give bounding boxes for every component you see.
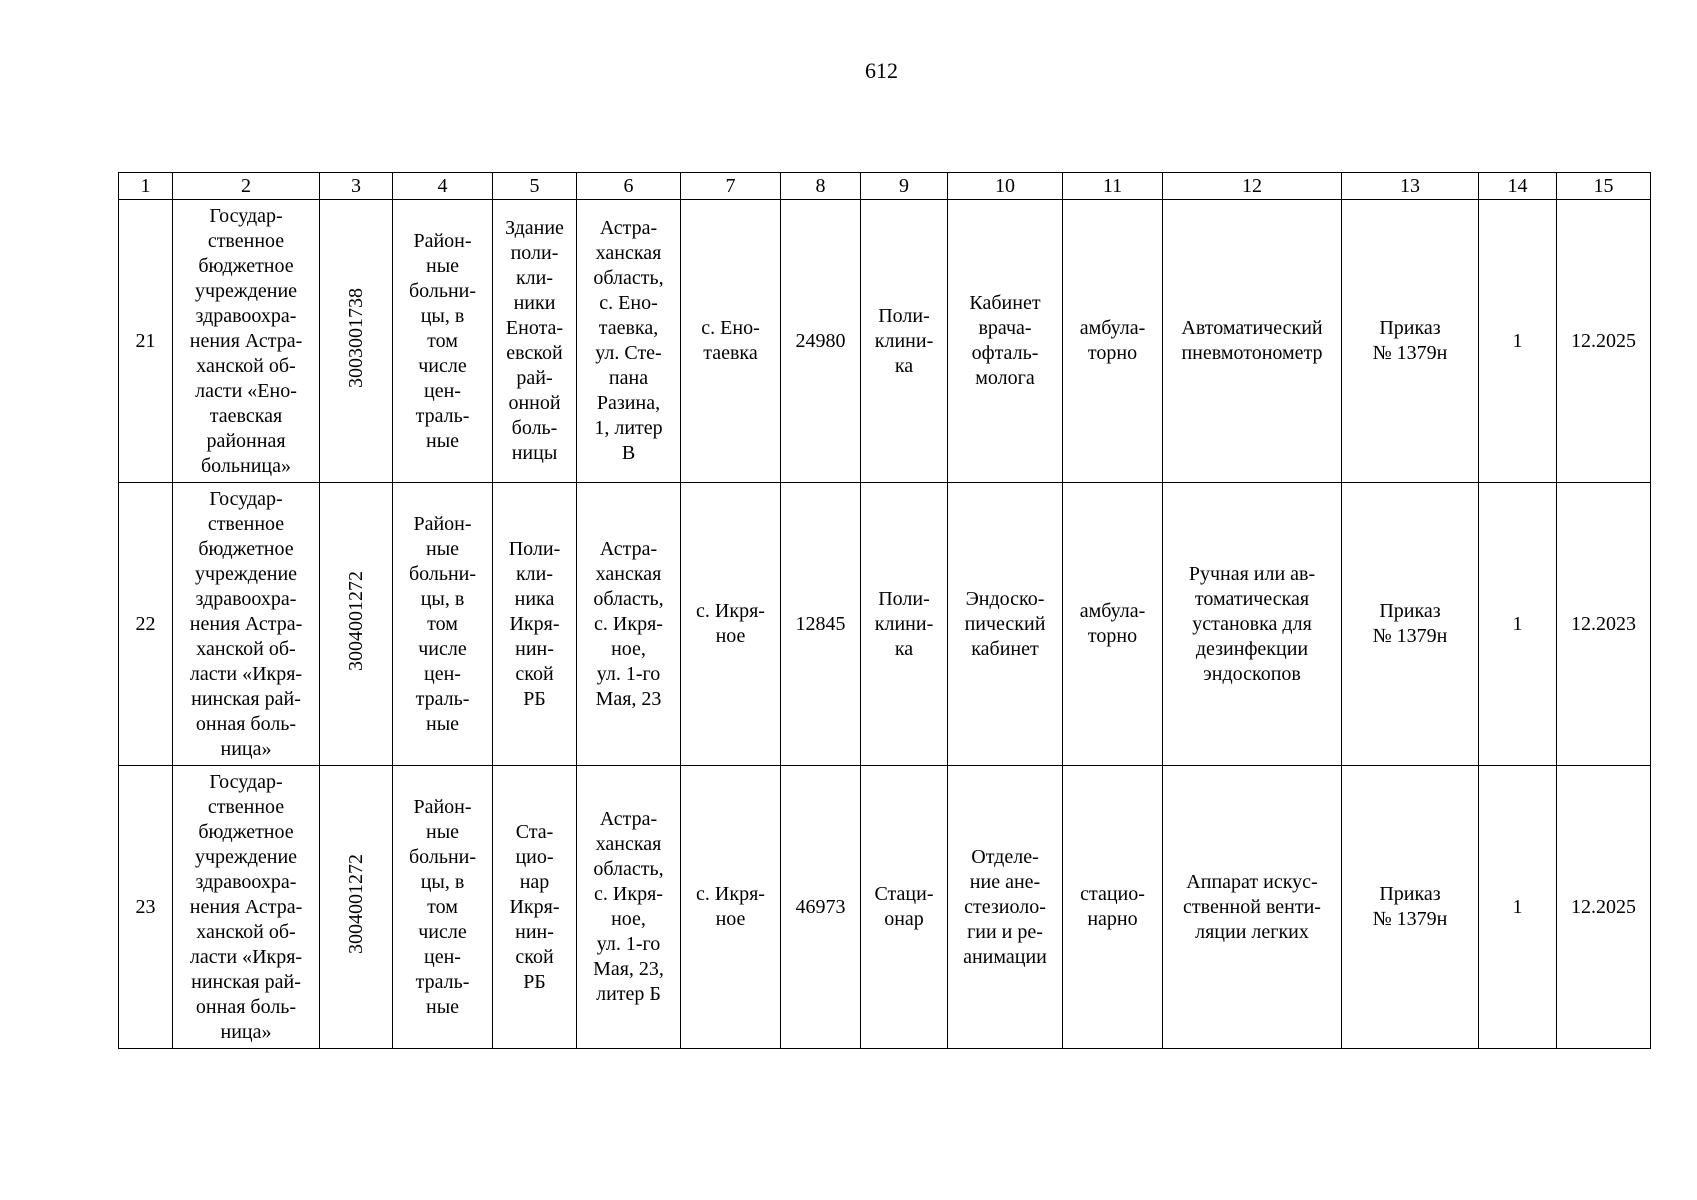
table-row	[119, 200, 1651, 483]
column-number: 11	[1063, 173, 1163, 200]
address: Астра- ханская область, с. Ено- таевка, ул. Сте- пана Разина, 1, литер В	[577, 200, 681, 483]
unit-type: Поли- клини- ка	[861, 483, 948, 766]
column-number: 7	[681, 173, 781, 200]
organization-name: Государ- ственное бюджетное учреждение здравоохра- нения Астра- ханской об- ласти «Ено- таевская районная больница»	[173, 200, 320, 483]
population: 46973	[781, 766, 861, 1049]
column-number: 12	[1163, 173, 1342, 200]
delivery-date: 12.2023	[1557, 483, 1651, 766]
building-name: Ста- цио- нар Икря- нин- ской РБ	[493, 766, 577, 1049]
column-number: 14	[1479, 173, 1557, 200]
column-number: 15	[1557, 173, 1651, 200]
row-number: 23	[119, 766, 173, 1049]
care-conditions: амбула- торно	[1063, 483, 1163, 766]
address: Астра- ханская область, с. Икря- ное, ул. 1-го Мая, 23, литер Б	[577, 766, 681, 1049]
row-number: 22	[119, 483, 173, 766]
unit-type: Поли- клини- ка	[861, 200, 948, 483]
column-number: 2	[173, 173, 320, 200]
equipment-name: Автоматический пневмотонометр	[1163, 200, 1342, 483]
inn-cell	[320, 200, 393, 483]
inn-cell	[320, 766, 393, 1049]
inn-value: 3004001272	[345, 570, 367, 671]
quantity: 1	[1479, 200, 1557, 483]
unit-type: Стаци- онар	[861, 766, 948, 1049]
organization-type: Район- ные больни- цы, в том числе цен- траль- ные	[393, 483, 493, 766]
delivery-date: 12.2025	[1557, 200, 1651, 483]
organization-name: Государ- ственное бюджетное учреждение здравоохра- нения Астра- ханской об- ласти «Икря- нинская рай- онная боль- ница»	[173, 766, 320, 1049]
column-number: 1	[119, 173, 173, 200]
column-number: 9	[861, 173, 948, 200]
address: Астра- ханская область, с. Икря- ное, ул. 1-го Мая, 23	[577, 483, 681, 766]
settlement: с. Икря- ное	[681, 766, 781, 1049]
table-row	[119, 766, 1651, 1049]
inn-value: 3004001272	[345, 853, 367, 954]
column-number: 5	[493, 173, 577, 200]
inn-cell	[320, 483, 393, 766]
column-number-row	[119, 173, 1651, 200]
organization-type: Район- ные больни- цы, в том числе цен- траль- ные	[393, 200, 493, 483]
population: 24980	[781, 200, 861, 483]
column-number: 3	[320, 173, 393, 200]
column-number: 10	[948, 173, 1063, 200]
column-number: 8	[781, 173, 861, 200]
order-reference: Приказ № 1379н	[1342, 200, 1479, 483]
order-reference: Приказ № 1379н	[1342, 766, 1479, 1049]
population: 12845	[781, 483, 861, 766]
department: Отделе- ние ане- стезиоло- гии и ре- анимации	[948, 766, 1063, 1049]
row-number: 21	[119, 200, 173, 483]
equipment-name: Ручная или ав- томатическая установка для дезинфекции эндоскопов	[1163, 483, 1342, 766]
department: Эндоско- пический кабинет	[948, 483, 1063, 766]
quantity: 1	[1479, 483, 1557, 766]
department: Кабинет врача- офталь- молога	[948, 200, 1063, 483]
quantity: 1	[1479, 766, 1557, 1049]
delivery-date: 12.2025	[1557, 766, 1651, 1049]
inn-value: 3003001738	[345, 287, 367, 388]
care-conditions: амбула- торно	[1063, 200, 1163, 483]
building-name: Поли- кли- ника Икря- нин- ской РБ	[493, 483, 577, 766]
column-number: 6	[577, 173, 681, 200]
organization-type: Район- ные больни- цы, в том числе цен- траль- ные	[393, 766, 493, 1049]
order-reference: Приказ № 1379н	[1342, 483, 1479, 766]
equipment-table	[118, 172, 1651, 1049]
column-number: 13	[1342, 173, 1479, 200]
care-conditions: стацио- нарно	[1063, 766, 1163, 1049]
equipment-name: Аппарат искус- ственной венти- ляции легких	[1163, 766, 1342, 1049]
settlement: с. Икря- ное	[681, 483, 781, 766]
building-name: Здание поли- кли- ники Енота- евской рай- онной боль- ницы	[493, 200, 577, 483]
column-number: 4	[393, 173, 493, 200]
page-number: 612	[865, 58, 898, 83]
organization-name: Государ- ственное бюджетное учреждение здравоохра- нения Астра- ханской об- ласти «Икря- нинская рай- онная боль- ница»	[173, 483, 320, 766]
settlement: с. Ено- таевка	[681, 200, 781, 483]
table-row	[119, 483, 1651, 766]
